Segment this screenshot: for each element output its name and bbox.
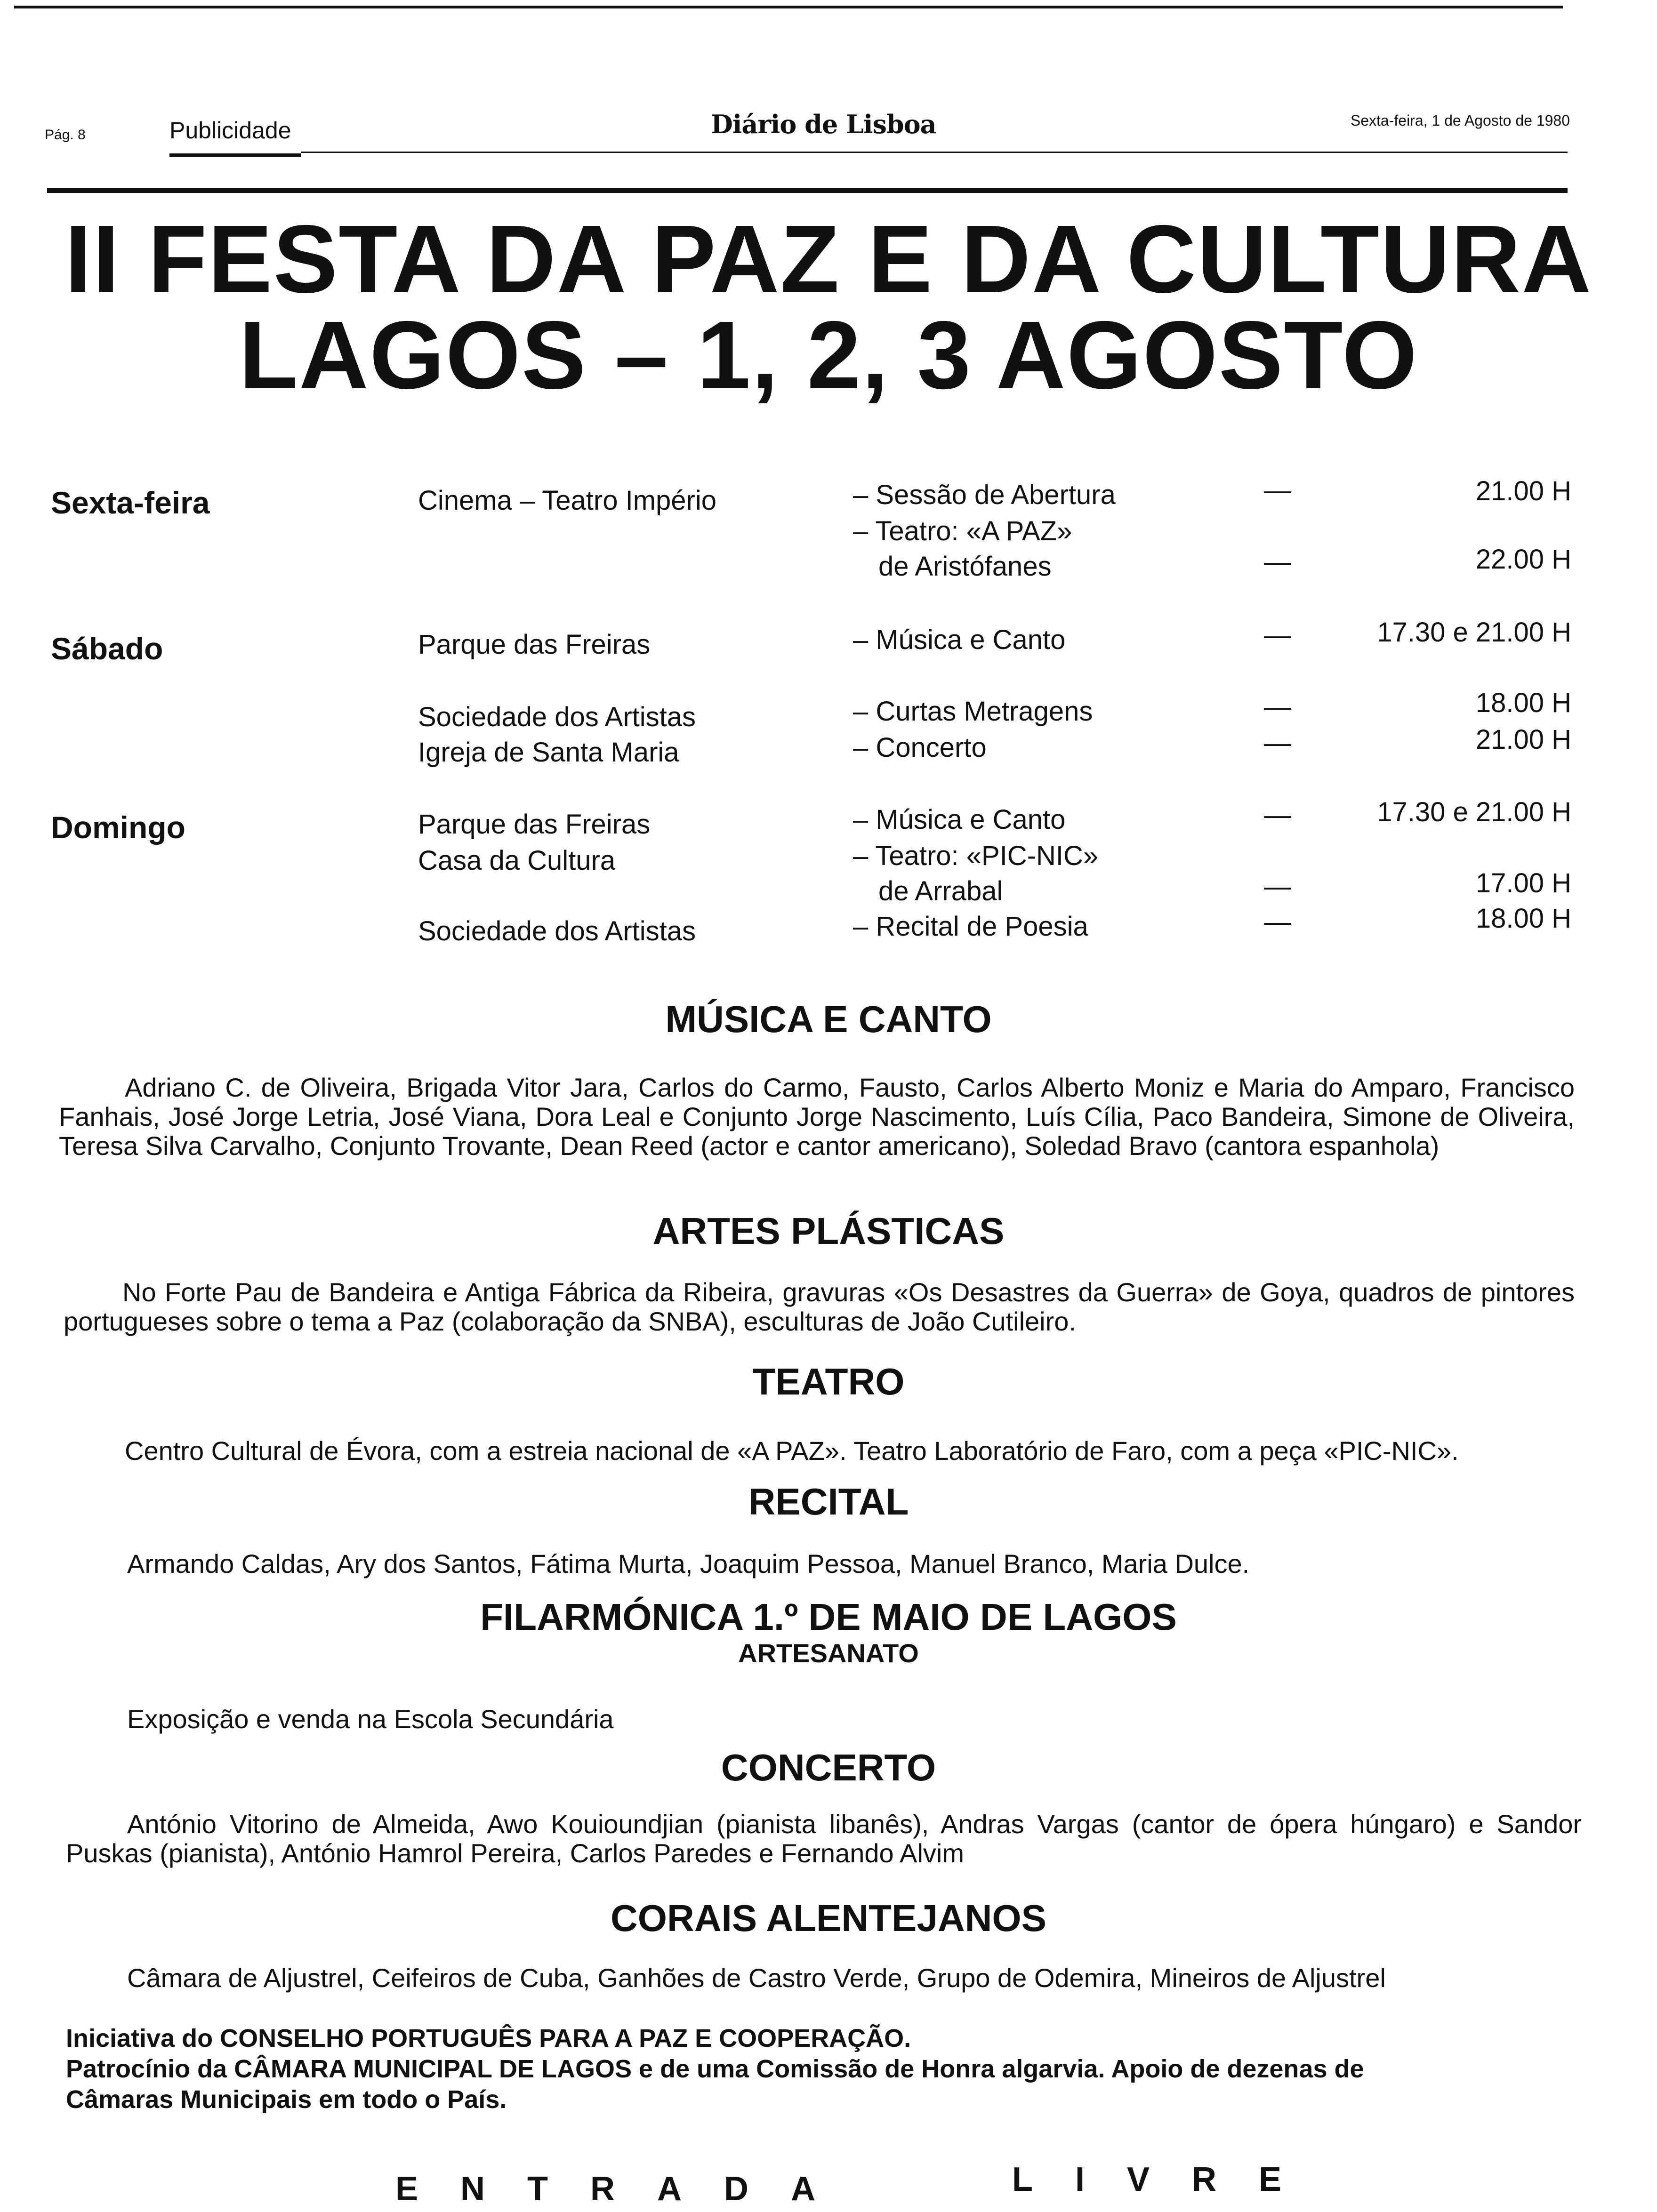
recital-names: Armando Caldas, Ary dos Santos, Fátima Murta, Joaquim Pessoa, Manuel Branco, Maria Dulce. bbox=[127, 1549, 1250, 1579]
dash: — bbox=[1264, 728, 1291, 758]
event-time: 21.00 H bbox=[1475, 476, 1571, 506]
dash: — bbox=[1264, 691, 1291, 722]
section-underline bbox=[169, 153, 301, 157]
footer-support: Câmaras Municipais em todo o País. bbox=[66, 2085, 507, 2114]
event-time: 17.30 e 21.00 H bbox=[1377, 797, 1571, 827]
event: – Sessão de Abertura bbox=[853, 480, 1116, 510]
section-title-artes: ARTES PLÁSTICAS bbox=[652, 1210, 1005, 1252]
venue: Sociedade dos Artistas bbox=[418, 702, 696, 732]
dash: — bbox=[1264, 546, 1291, 577]
event-detail: de Arrabal bbox=[878, 876, 1003, 906]
event-time: 21.00 H bbox=[1475, 724, 1571, 755]
event: – Recital de Poesia bbox=[853, 911, 1088, 942]
dash: — bbox=[1264, 800, 1291, 830]
section-title-corais: CORAIS ALENTEJANOS bbox=[610, 1897, 1046, 1939]
footer-initiative: Iniciativa do CONSELHO PORTUGUÊS PARA A PAZ E COOPERAÇÃO. bbox=[66, 2024, 911, 2052]
event: – Teatro: «PIC-NIC» bbox=[853, 841, 1099, 871]
section-title-artesanato: ARTESANATO bbox=[738, 1638, 919, 1668]
event: – Teatro: «A PAZ» bbox=[853, 516, 1072, 546]
artes-description: No Forte Pau de Bandeira e Antiga Fábrica da Ribeira, gravuras «Os Desastres da Guerra» de Goya, quadros de pintores portugueses sobre o tema a Paz (colaboração da SNBA), esculturas de João Cutileiro. bbox=[64, 1277, 1575, 1336]
headline-line-1: II FESTA DA PAZ E DA CULTURA bbox=[64, 205, 1593, 313]
corais-groups: Câmara de Aljustrel, Ceifeiros de Cuba, Ganhões de Castro Verde, Grupo de Odemira, Mineiros de Aljustrel bbox=[127, 1963, 1386, 1993]
headline-line-2: LAGOS – 1, 2, 3 AGOSTO bbox=[239, 301, 1418, 409]
dash: — bbox=[1264, 475, 1291, 505]
dash: — bbox=[1264, 871, 1291, 902]
venue: Casa da Cultura bbox=[418, 845, 616, 876]
event-time: 17.30 e 21.00 H bbox=[1377, 617, 1571, 648]
dash: — bbox=[1264, 620, 1291, 650]
day-saturday: Sábado bbox=[51, 631, 163, 666]
concerto-performers: António Vitorino de Almeida, Awo Kouioundjian (pianista libanês), Andras Vargas (cantor de ópera húngaro) e Sandor Puskas (pianista), António Hamrol Pereira, Carlos Paredes e Fernando Alvim bbox=[66, 1809, 1582, 1868]
dash: — bbox=[1264, 906, 1291, 937]
venue: Cinema – Teatro Império bbox=[418, 485, 717, 516]
free-entry-word-1: ENTRADA bbox=[395, 2170, 858, 2208]
headline-top-rule bbox=[47, 188, 1568, 193]
newspaper-masthead: Diário de Lisboa bbox=[711, 109, 936, 139]
day-friday: Sexta-feira bbox=[51, 485, 210, 520]
event-time: 18.00 H bbox=[1475, 688, 1571, 718]
page-number: Pág. 8 bbox=[45, 127, 86, 143]
header-rule bbox=[301, 152, 1568, 153]
section-title-recital: RECITAL bbox=[748, 1481, 909, 1523]
event-time: 18.00 H bbox=[1475, 903, 1571, 934]
section-title-concerto: CONCERTO bbox=[721, 1747, 936, 1788]
top-border-rule bbox=[14, 6, 1563, 8]
venue: Igreja de Santa Maria bbox=[418, 737, 679, 768]
event-detail: de Aristófanes bbox=[878, 551, 1052, 582]
venue: Sociedade dos Artistas bbox=[418, 916, 696, 946]
event: – Concerto bbox=[853, 732, 987, 763]
teatro-description: Centro Cultural de Évora, com a estreia nacional de «A PAZ». Teatro Laboratório de Faro, com a peça «PIC-NIC». bbox=[125, 1436, 1459, 1466]
section-title-filarmonica: FILARMÓNICA 1.º DE MAIO DE LAGOS bbox=[480, 1596, 1177, 1638]
footer-sponsorship: Patrocínio da CÂMARA MUNICIPAL DE LAGOS e de uma Comissão de Honra algarvia. Apoio de dezenas de bbox=[66, 2055, 1364, 2083]
section-title-musica: MÚSICA E CANTO bbox=[665, 998, 992, 1040]
musica-artists: Adriano C. de Oliveira, Brigada Vitor Jara, Carlos do Carmo, Fausto, Carlos Alberto Moniz e Maria do Amparo, Francisco Fanhais, José Jorge Letria, José Viana, Dora Leal e Conjunto Jorge Nascimento, Luís Cília, Paco Bandeira, Simone de Oliveira, Teresa Silva Carvalho, Conjunto Trovante, Dean Reed (actor e cantor americano), Soledad Bravo (cantora espanhola) bbox=[59, 1073, 1575, 1161]
venue: Parque das Freiras bbox=[418, 629, 651, 660]
day-sunday: Domingo bbox=[51, 810, 185, 845]
venue: Parque das Freiras bbox=[418, 809, 651, 840]
section-title-teatro: TEATRO bbox=[752, 1361, 905, 1403]
event-time: 22.00 H bbox=[1475, 544, 1571, 575]
event: – Curtas Metragens bbox=[853, 696, 1093, 727]
artesanato-description: Exposição e venda na Escola Secundária bbox=[127, 1704, 614, 1734]
event: – Música e Canto bbox=[853, 804, 1066, 835]
free-entry-word-2: LIVRE bbox=[1012, 2161, 1324, 2198]
event-time: 17.00 H bbox=[1475, 868, 1571, 898]
issue-date: Sexta-feira, 1 de Agosto de 1980 bbox=[1350, 112, 1570, 129]
event: – Música e Canto bbox=[853, 625, 1066, 655]
section-label: Publicidade bbox=[169, 117, 291, 144]
